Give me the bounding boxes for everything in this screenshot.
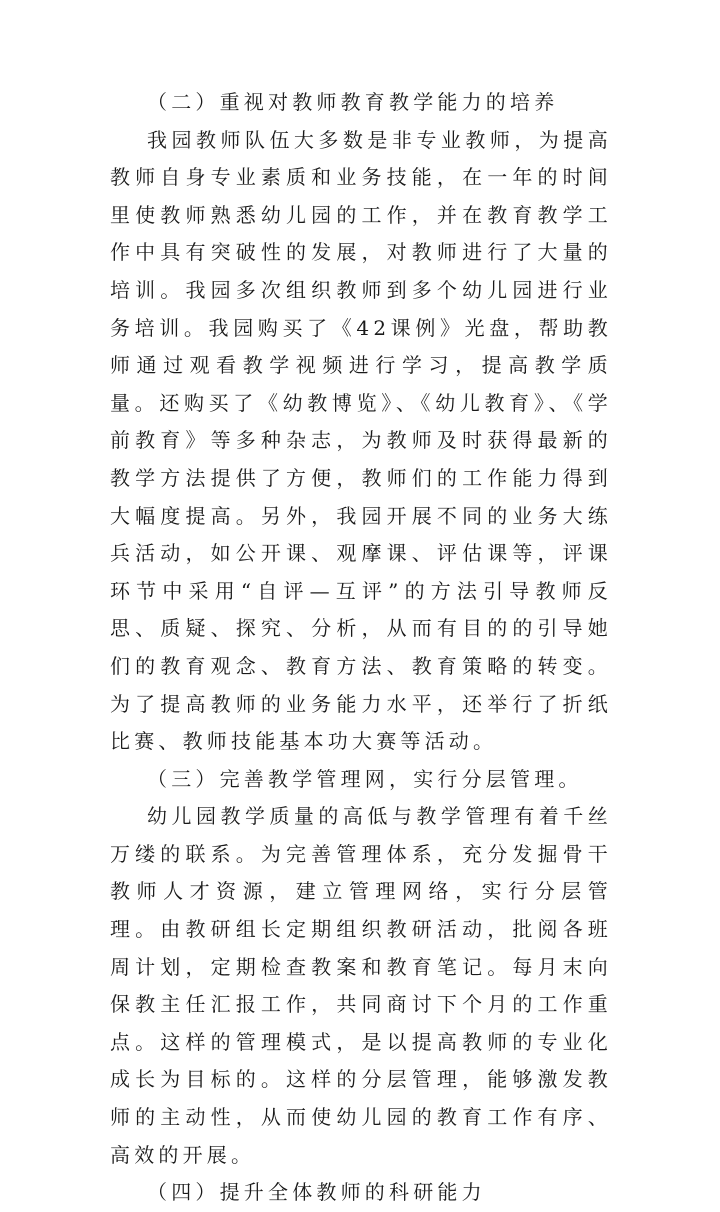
paragraph-teacher-training: 我园教师队伍大多数是非专业教师，为提高教师自身专业素质和业务技能，在一年的时间里使教师熟悉幼儿园的工作，并在教育教学工作中具有突破性的发展，对教师进行了大量的培训。我园多次组织教师到多个幼儿园进行业务培训。我园购买了《42课例》光盘，帮助教师通过观看教学视频进行学习，提高教学质量。还购买了《幼教博览》、《幼儿教育》、《学前教育》等多种杂志，为教师及时获得最新的教学方法提供了方便，教师们的工作能力得到大幅度提高。另外，我园开展不同的业务大练兵活动，如公开课、观摩课、评估课等，评课环节中采用“自评—互评”的方法引导教师反思、质疑、探究、分析，从而有目的的引导她们的教育观念、教育方法、教育策略的转变。为了提高教师的业务能力水平，还举行了折纸比赛、教师技能基本功大赛等活动。 xyxy=(110,127,612,754)
paragraph-management: 幼儿园教学质量的高低与教学管理有着千丝万缕的联系。为完善管理体系，充分发掘骨干教师人才资源，建立管理网络，实行分层管理。由教研组长定期组织教研活动，批阅各班周计划，定期检查教案和教育笔记。每月末向保教主任汇报工作，共同商讨下个月的工作重点。这样的管理模式，是以提高教师的专业化成长为目标的。这样的分层管理，能够激发教师的主动性，从而使幼儿园的教育工作有序、高效的开展。 xyxy=(110,804,612,1167)
document-page xyxy=(110,84,612,1212)
section-heading-2: （二）重视对教师教育教学能力的培养 xyxy=(147,90,559,114)
section-heading-4: （四）提升全体教师的科研能力 xyxy=(147,1180,486,1205)
section-heading-3: （三）完善教学管理网，实行分层管理。 xyxy=(147,766,583,791)
